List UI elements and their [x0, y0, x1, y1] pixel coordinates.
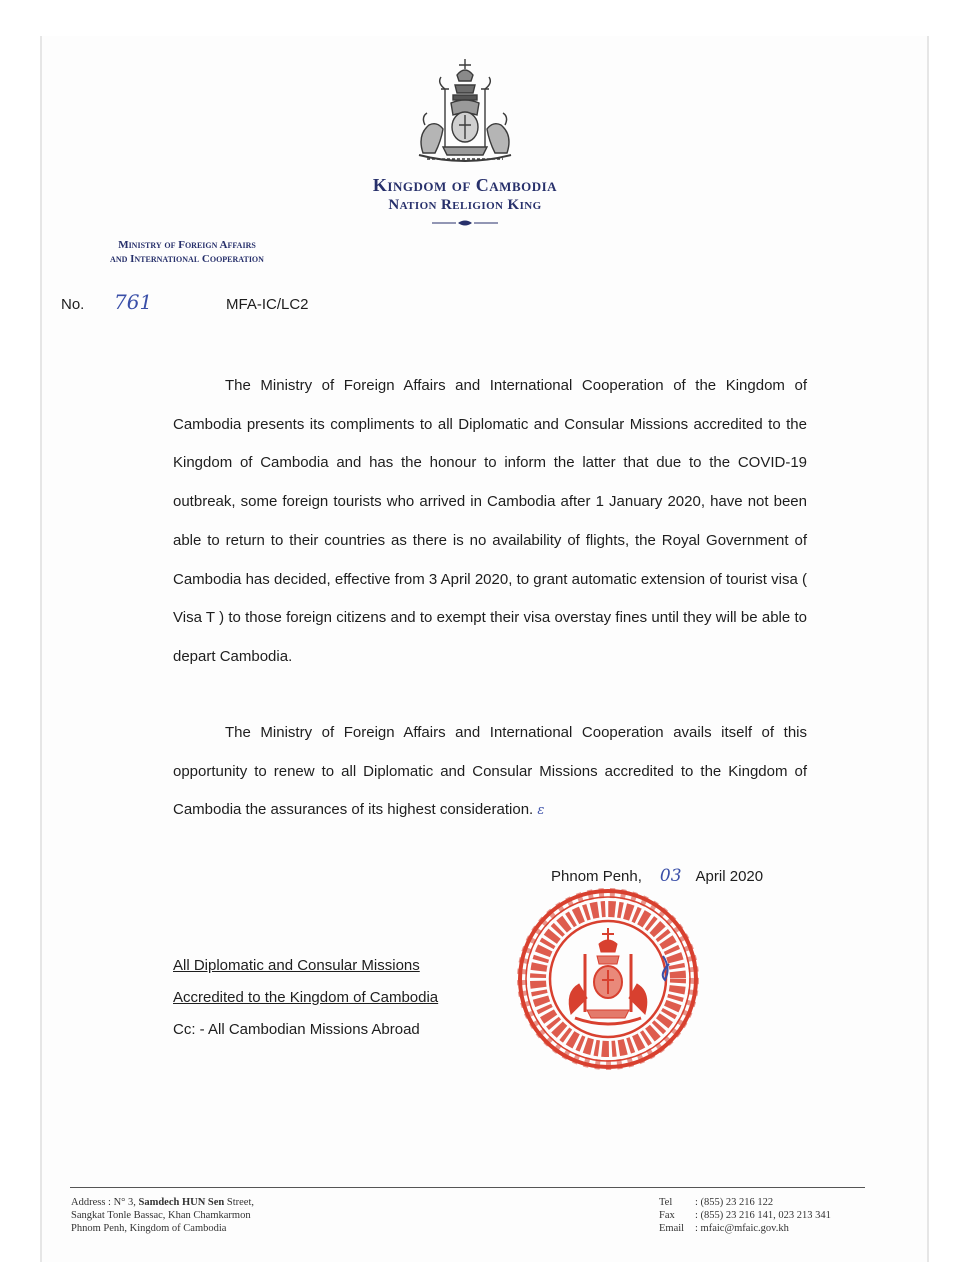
place: Phnom Penh, [551, 868, 642, 885]
date-day: 03 [659, 866, 682, 886]
addressee-line-2: Accredited to the Kingdom of Cambodia [173, 989, 439, 1006]
royal-coat-of-arms-icon [407, 55, 523, 170]
email-row [659, 1222, 831, 1235]
footer-divider [70, 1187, 865, 1188]
reference-number: 761 [114, 290, 153, 314]
place-and-date [551, 866, 763, 886]
body-paragraph-2 [173, 714, 807, 831]
paragraph-1-text: The Ministry of Foreign Affairs and International Cooperation of the Kingdom of Cambodia presents its compliments to all Diplomatic and Consular Missions accredited to the Kingdom of Cambodia and has the honour to inform the latter that due to the COVID-19 outbreak, some foreign tourists who arrived in Cambodia after 1 January 2020, have not been able to return to their countries as there is no availability of flights, the Royal Government of Cambodia has decided, effective from 3 April 2020, to grant automatic extension of tourist visa ( Visa T ) to those foreign citizens and to exempt their visa overstay fines until they will be able to depart Cambodia. [173, 377, 807, 665]
address-line-2: Sangkat Tonle Bassac, Khan Chamkarmon [71, 1210, 251, 1221]
footer-address [71, 1196, 254, 1235]
tel-row [659, 1196, 831, 1209]
fax-row [659, 1209, 831, 1222]
initial-mark: ɛ [537, 803, 545, 819]
kingdom-title: Kingdom of Cambodia [372, 175, 558, 195]
fax-label: Fax [659, 1210, 675, 1221]
address-prefix: Address : N° 3, [71, 1197, 136, 1208]
addressee-block [173, 950, 438, 1046]
paragraph-2-text: The Ministry of Foreign Affairs and International Cooperation avails itself of this opportunity to renew to all Diplomatic and Consular Missions accredited to the Kingdom of Cambodia the assurances of its highest consideration. [173, 724, 807, 819]
addressee-line-1: All Diplomatic and Consular Missions [173, 957, 420, 974]
address-suffix: Street, [226, 1197, 255, 1208]
address-line-1 [71, 1196, 254, 1209]
reference-code: MFA-IC/LC2 [226, 296, 309, 313]
body-paragraph-1 [173, 367, 807, 677]
tel-label: Tel [659, 1197, 673, 1208]
kingdom-motto: Nation Religion King [388, 197, 542, 213]
cc-line: Cc: - All Cambodian Missions Abroad [173, 1021, 420, 1038]
fax-value: : (855) 23 216 141, 023 213 341 [695, 1210, 831, 1221]
reference-label: No. [61, 296, 85, 313]
date-month-year: April 2020 [695, 868, 764, 885]
email-value: : mfaic@mfaic.gov.kh [695, 1223, 789, 1234]
tel-value: : (855) 23 216 122 [695, 1197, 774, 1208]
official-red-seal-icon [513, 884, 703, 1074]
ministry-line-2: and International Cooperation [110, 253, 264, 265]
divider-flourish [430, 219, 500, 227]
email-label: Email [659, 1223, 685, 1234]
address-line-3: Phnom Penh, Kingdom of Cambodia [71, 1223, 227, 1234]
address-street-name: Samdech HUN Sen [138, 1197, 225, 1208]
ministry-line-1: Ministry of Foreign Affairs [118, 239, 256, 251]
ministry-name [62, 238, 312, 266]
footer-contacts [659, 1196, 831, 1235]
